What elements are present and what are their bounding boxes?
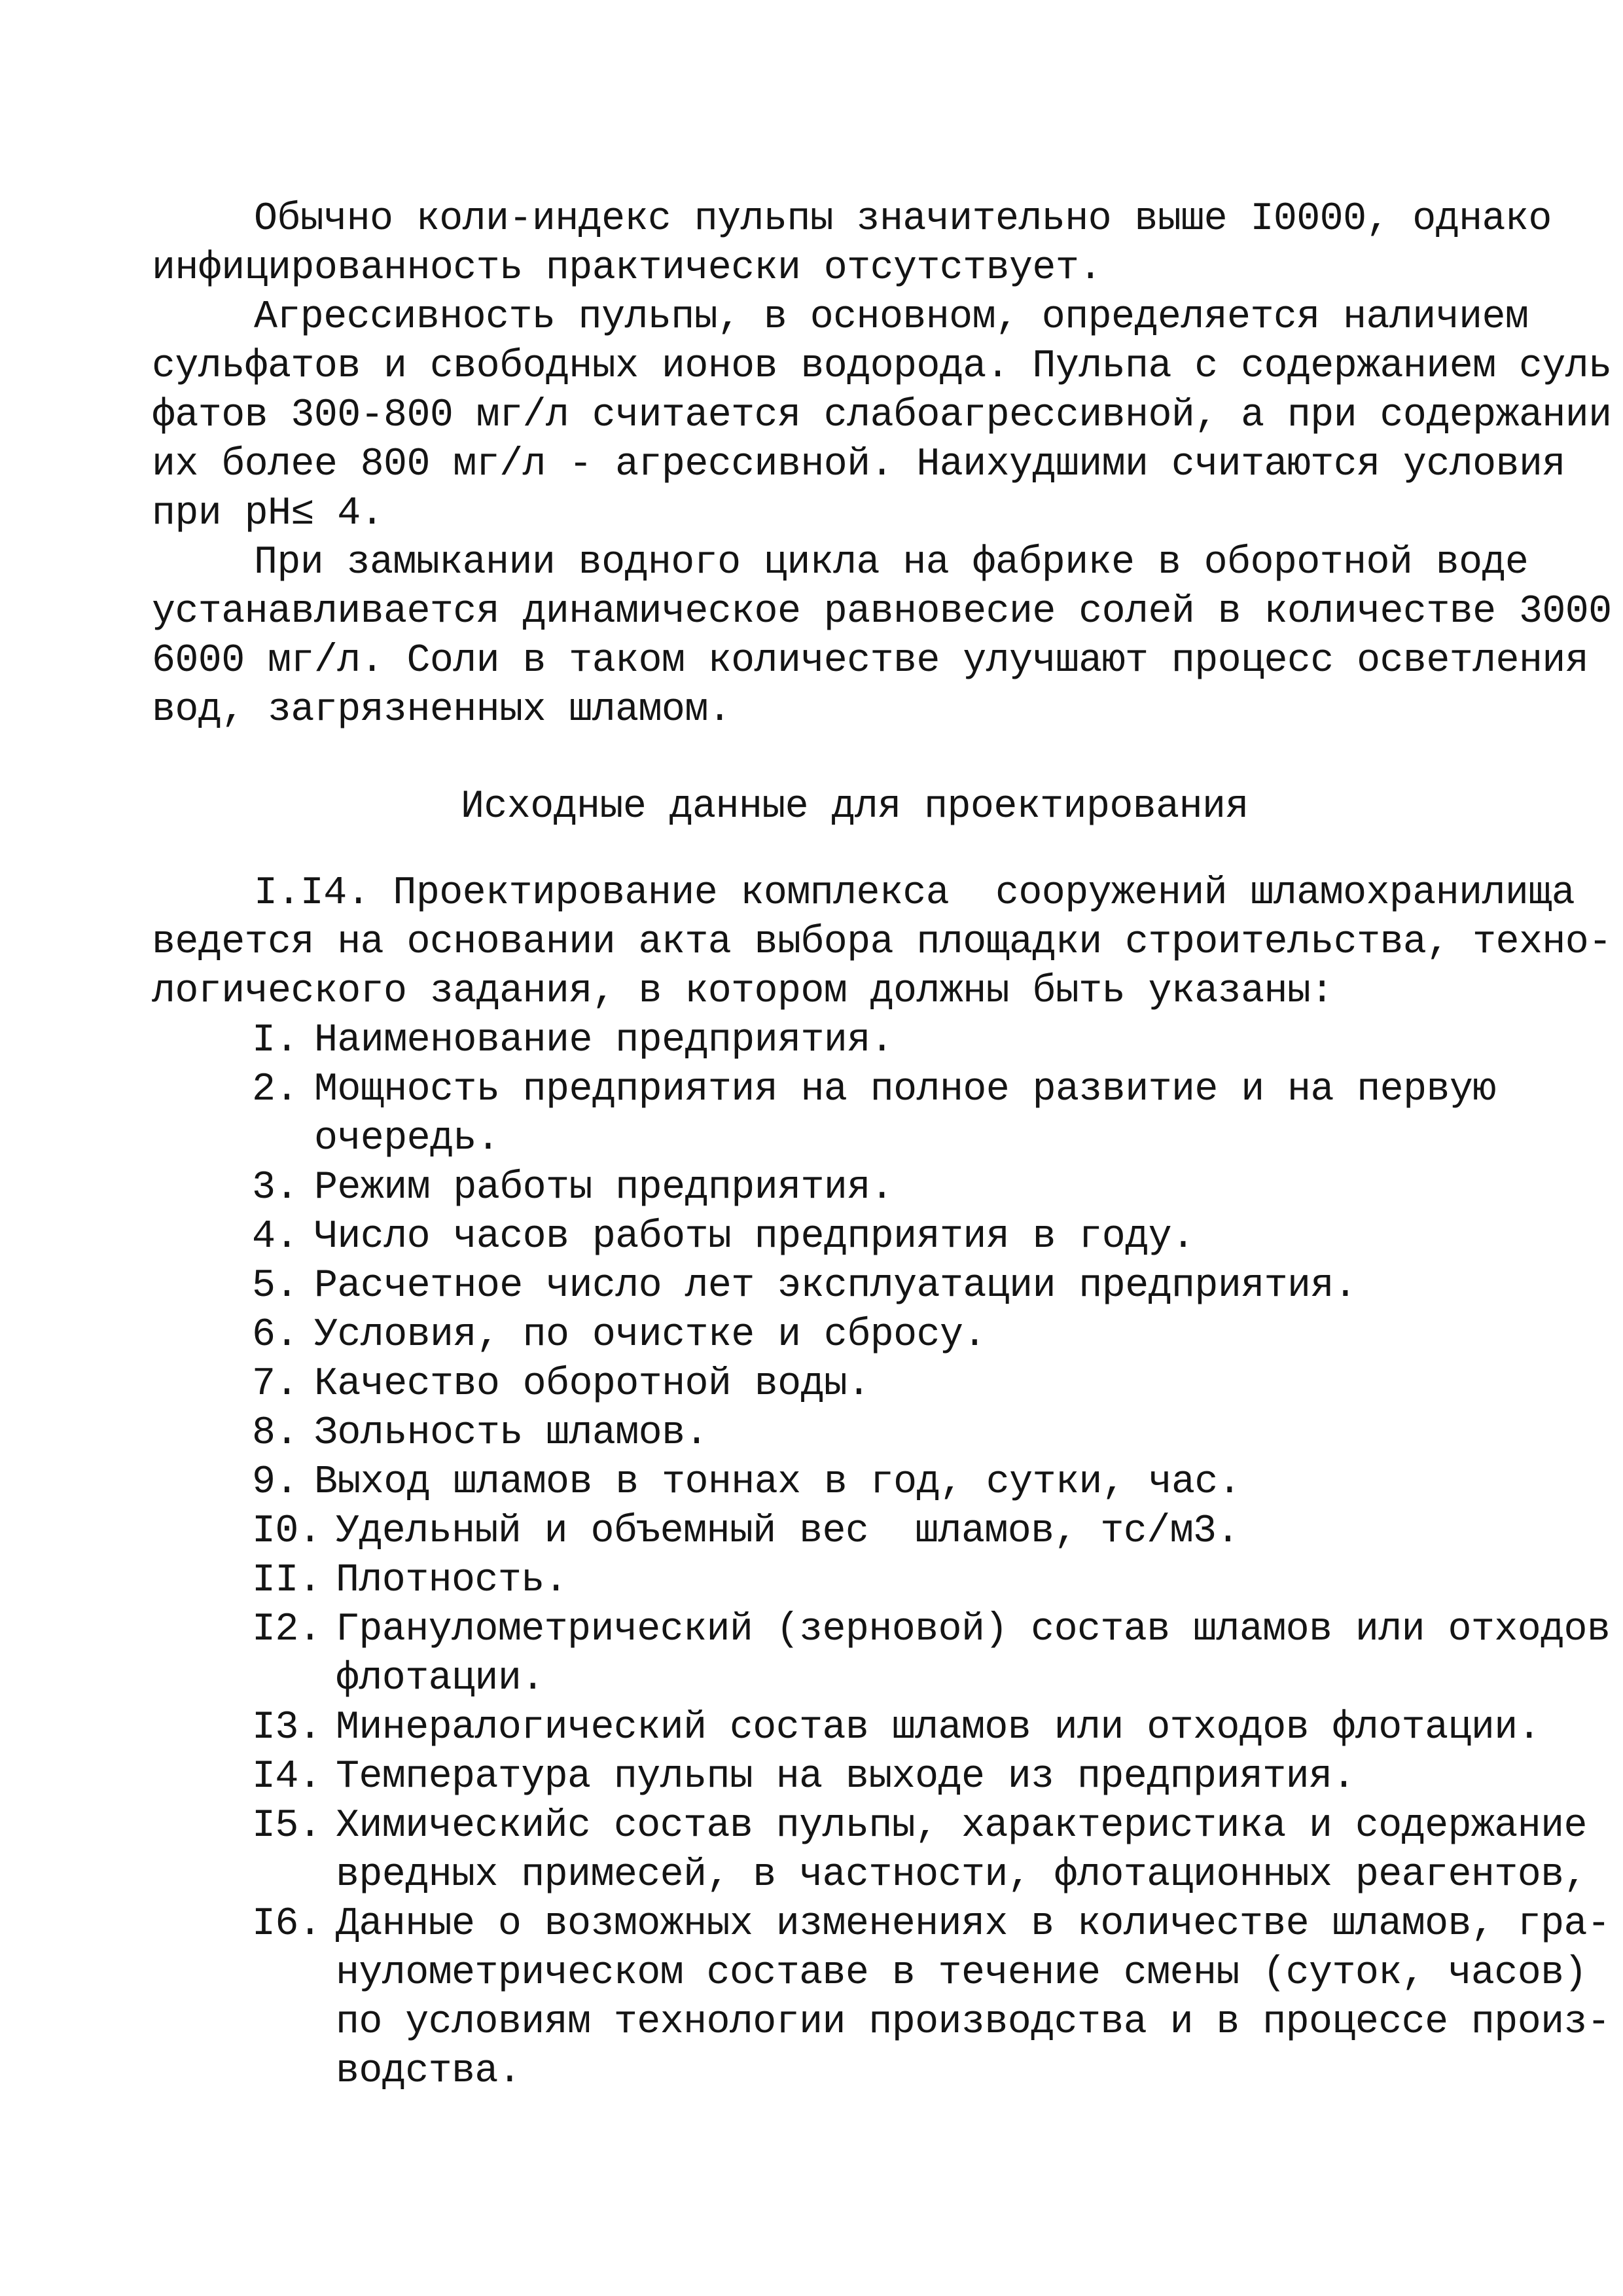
list-item-text: Мощность предприятия на полное развитие и на первую: [314, 1067, 1496, 1112]
list-item-number: 7.: [252, 1362, 298, 1407]
intro-p2-line-5: при pH≤ 4.: [152, 492, 384, 536]
list-item-number: I4.: [252, 1755, 322, 1799]
list-item-text: Химическийс состав пульпы, характеристика и содержание: [336, 1804, 1587, 1848]
list-item-number: I.: [252, 1018, 298, 1063]
intro-p2-line-4: их более 800 мг/л - агрессивной. Наихудшими считаются условия: [152, 442, 1565, 487]
list-item-text: Удельный и объемный вес шламов, тс/м3.: [336, 1509, 1240, 1554]
section-heading: Исходные данные для проектирования: [461, 785, 1249, 829]
list-item-text: Температура пульпы на выходе из предприятия.: [336, 1755, 1355, 1799]
intro-p2-line-2: сульфатов и свободных ионов водорода. Пульпа с содержанием суль: [152, 344, 1612, 389]
list-item-number: I3.: [252, 1706, 322, 1750]
list-item-text: нулометрическом составе в течение смены (суток, часов): [336, 1951, 1587, 1996]
list-item-number: I2.: [252, 1607, 322, 1652]
list-item-number: 9.: [252, 1460, 298, 1505]
list-item-text: Режим работы предприятия.: [314, 1166, 894, 1210]
list-item-number: 2.: [252, 1067, 298, 1112]
intro-p1-line-2: инфицированность практически отсутствует.: [152, 246, 1102, 291]
list-item-number: 8.: [252, 1411, 298, 1456]
list-item-text: Зольность шламов.: [314, 1411, 708, 1456]
list-item-text: Гранулометрический (зерновой) состав шламов или отходов: [336, 1607, 1611, 1652]
list-item-text: Число часов работы предприятия в году.: [314, 1215, 1195, 1259]
list-item-number: I5.: [252, 1804, 322, 1848]
section-p-line-3: логического задания, в котором должны быть указаны:: [152, 969, 1334, 1014]
list-item-text: Данные о возможных изменениях в количестве шламов, гра-: [336, 1902, 1611, 1946]
list-item-text: Условия, по очистке и сбросу.: [314, 1313, 986, 1357]
list-item-text: Расчетное число лет эксплуатации предприятия.: [314, 1264, 1357, 1308]
intro-p3-line-2: устанавливается динамическое равновесие солей в количестве 3000: [152, 590, 1612, 634]
intro-p1-line-1: Обычно коли-индекс пульпы значительно выше I0000, однако: [254, 197, 1552, 242]
list-item-text: водства.: [336, 2049, 522, 2094]
intro-p2-line-1: Агрессивность пульпы, в основном, определяется наличием: [254, 295, 1529, 340]
list-item-number: 6.: [252, 1313, 298, 1357]
list-item-text: Минералогический состав шламов или отходов флотации.: [336, 1706, 1541, 1750]
list-item-text: Выход шламов в тоннах в год, сутки, час.: [314, 1460, 1241, 1505]
list-item-text: Плотность.: [336, 1558, 568, 1603]
section-p-line-1: I.I4. Проектирование комплекса сооружений шламохранилища: [254, 871, 1575, 916]
list-item-text: флотации.: [336, 1657, 544, 1701]
list-item-number: 3.: [252, 1166, 298, 1210]
list-item-number: 5.: [252, 1264, 298, 1308]
list-item-number: I0.: [252, 1509, 322, 1554]
list-item-number: I6.: [252, 1902, 322, 1946]
list-item-text: очередь.: [314, 1117, 500, 1161]
intro-p2-line-3: фатов 300-800 мг/л считается слабоагрессивной, а при содержании: [152, 393, 1612, 438]
list-item-text: Качество оборотной воды.: [314, 1362, 870, 1407]
list-item-text: вредных примесей, в частности, флотационных реагентов,: [336, 1853, 1587, 1897]
intro-p3-line-4: вод, загрязненных шламом.: [152, 688, 732, 732]
list-item-text: по условиям технологии производства и в процессе произ-: [336, 2000, 1611, 2045]
intro-p3-line-1: При замыкании водного цикла на фабрике в оборотной воде: [254, 541, 1529, 585]
list-item-text: Наименование предприятия.: [314, 1018, 894, 1063]
list-item-number: II.: [252, 1558, 322, 1603]
intro-p3-line-3: 6000 мг/л. Соли в таком количестве улучшают процесс осветления: [152, 639, 1589, 683]
list-item-number: 4.: [252, 1215, 298, 1259]
section-p-line-2: ведется на основании акта выбора площадки строительства, техно-: [152, 920, 1612, 965]
